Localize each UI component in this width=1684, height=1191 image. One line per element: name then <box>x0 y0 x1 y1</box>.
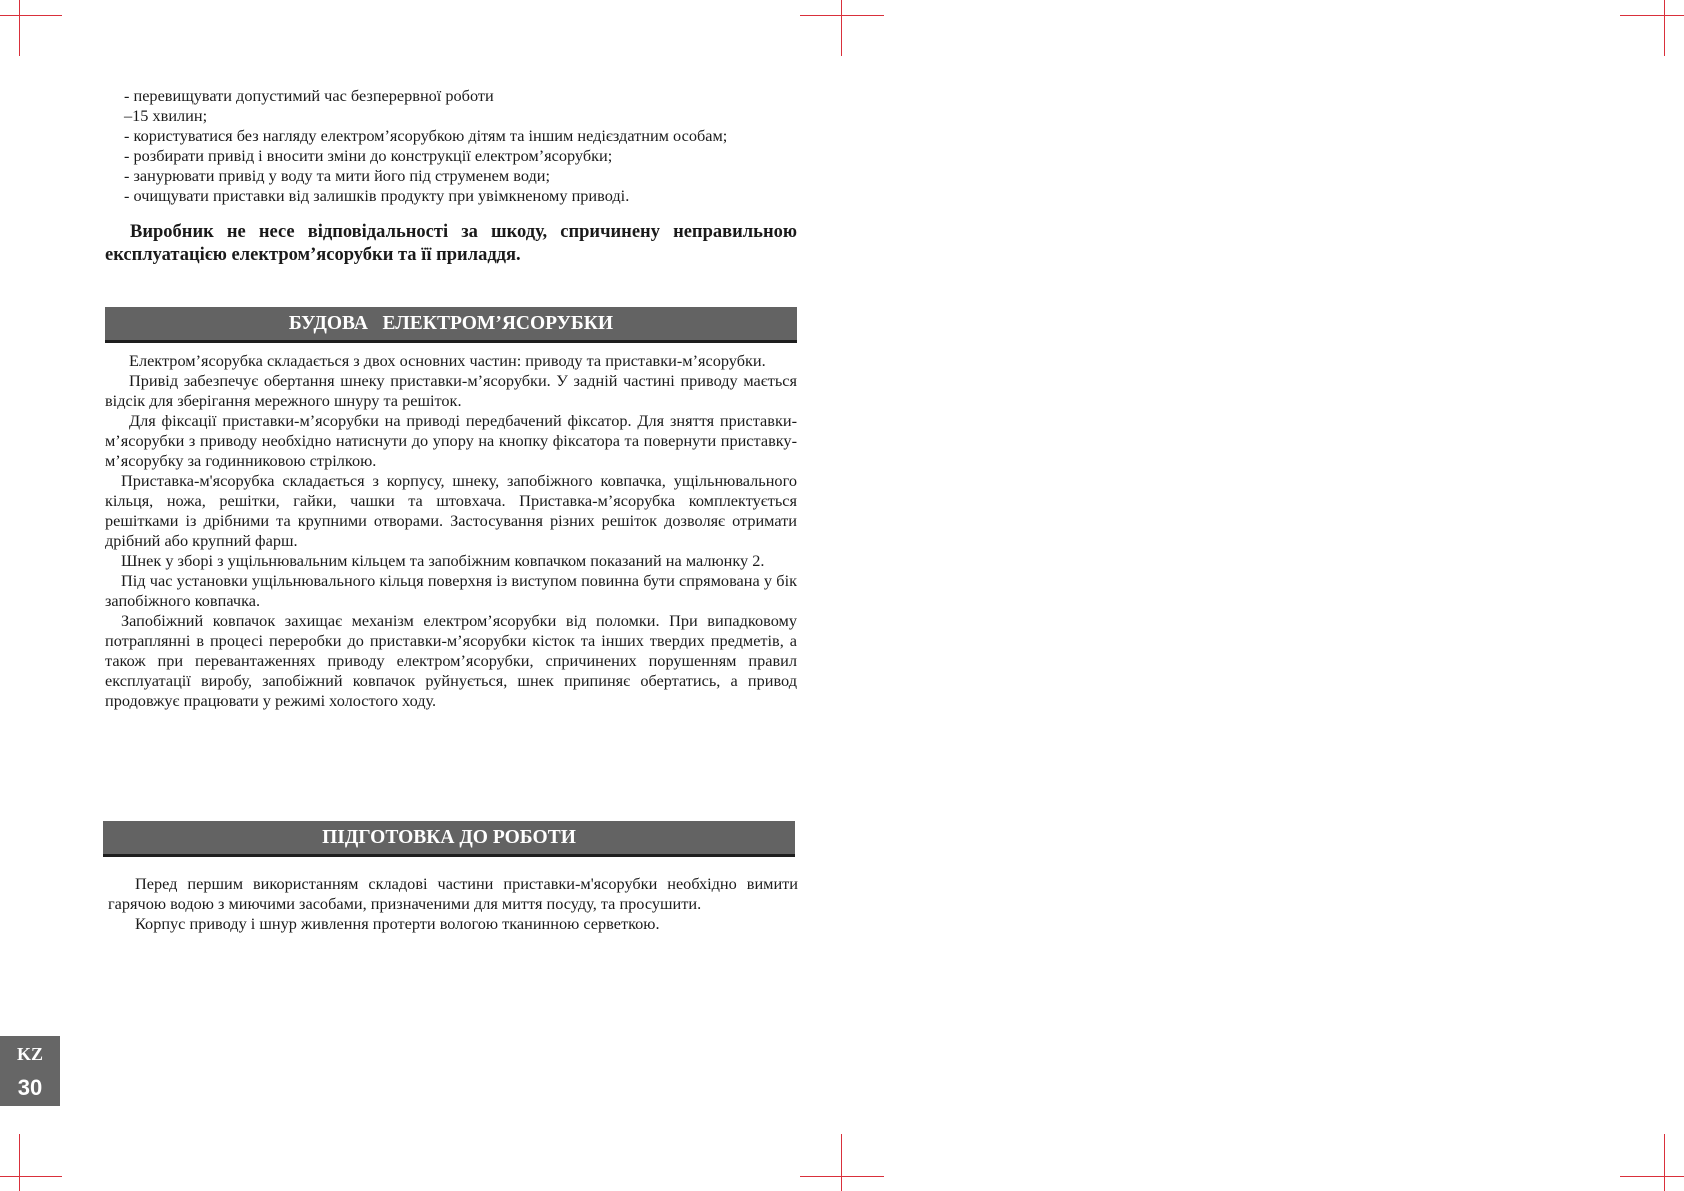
crop-mark <box>0 1176 62 1177</box>
section-body-preparation <box>108 874 798 934</box>
crop-mark <box>800 15 884 16</box>
paragraph: Перед першим використанням складові частини приставки-м'ясорубки необхідно вимити гарячою водою з миючими засобами, призначеними для миття посуду, та просушити. <box>108 874 798 913</box>
crop-mark <box>1620 15 1684 16</box>
disclaimer-text: Виробник не несе відповідальності за шкоду, спричинену неправильною експлуатацією електром’ясорубки та її приладдя. <box>105 222 797 265</box>
crop-mark <box>800 1176 884 1177</box>
language-page-badge <box>0 1036 60 1106</box>
paragraph: Електром’ясорубка складається з двох основних частин: приводу та приставки-м’ясорубки. <box>129 351 766 370</box>
crop-mark <box>1664 0 1665 56</box>
manufacturer-disclaimer <box>105 221 797 267</box>
paragraph: Привід забезпечує обертання шнеку приставки-м’ясорубки. У задній частині приводу мається відсік для зберігання мережного шнуру та решіток. <box>105 371 797 410</box>
paragraph: Корпус приводу і шнур живлення протерти вологою тканинною серветкою. <box>135 914 660 933</box>
section-body-structure <box>105 351 797 711</box>
crop-mark <box>1664 1134 1665 1191</box>
list-item: - користуватися без нагляду електром’ясорубкою дітям та іншим недієздатним особам; <box>124 126 728 145</box>
list-item: - перевищувати допустимий час безперервної роботи <box>124 86 494 105</box>
page-number: 30 <box>17 1075 43 1100</box>
paragraph: Запобіжний ковпачок захищає механізм електром’ясорубки від поломки. При випадковому потраплянні в процесі переробки до приставки-м’ясорубки кісток та інших твердих предметів, а також при перевантаженнях приводу електром’ясорубки, спричинених порушенням правил експлуатації виробу, запобіжний ковпачок руйнується, шнек припиняє обертатись, а привод продовжує працювати у режимі холостого ходу. <box>105 611 797 710</box>
list-item: - розбирати привід і вносити зміни до конструкції електром’ясорубки; <box>124 146 613 165</box>
language-code: KZ <box>16 1044 43 1064</box>
list-item: –15 хвилин; <box>124 106 208 125</box>
list-item: - очищувати приставки від залишків продукту при увімкненому приводі. <box>124 186 630 205</box>
crop-mark <box>1620 1176 1684 1177</box>
paragraph: Шнек у зборі з ущільнювальним кільцем та запобіжним ковпачком показаний на малюнку 2. <box>121 551 765 570</box>
paragraph: Під час установки ущільнювального кільця поверхня із виступом повинна бути спрямована у бік запобіжного ковпачка. <box>105 571 797 610</box>
prohibitions-list <box>124 86 824 206</box>
crop-mark <box>841 0 842 56</box>
paragraph: Для фіксації приставки-м’ясорубки на приводі передбачений фіксатор. Для зняття приставки-м’ясорубки з приводу необхідно натиснути до упору на кнопку фіксатора та повернути приставку-м’ясорубку за годинниковою стрілкою. <box>105 411 797 470</box>
crop-mark <box>0 15 62 16</box>
list-item: - занурювати привід у воду та мити його під струменем води; <box>124 166 551 185</box>
crop-mark <box>841 1134 842 1191</box>
section-header-preparation: ПІДГОТОВКА ДО РОБОТИ <box>103 821 795 857</box>
crop-mark <box>19 1134 20 1191</box>
section-header-structure: БУДОВА ЕЛЕКТРОМ’ЯСОРУБКИ <box>105 307 797 343</box>
paragraph: Приставка-м'ясорубка складається з корпусу, шнеку, запобіжного ковпачка, ущільнювального кільця, ножа, решітки, гайки, чашки та штовхача. Приставка-м’ясорубка комплектується решітками із дрібними та крупними отворами. Застосування різних решіток дозволяє отримати дрібний або крупний фарш. <box>105 471 797 550</box>
crop-mark <box>19 0 20 56</box>
